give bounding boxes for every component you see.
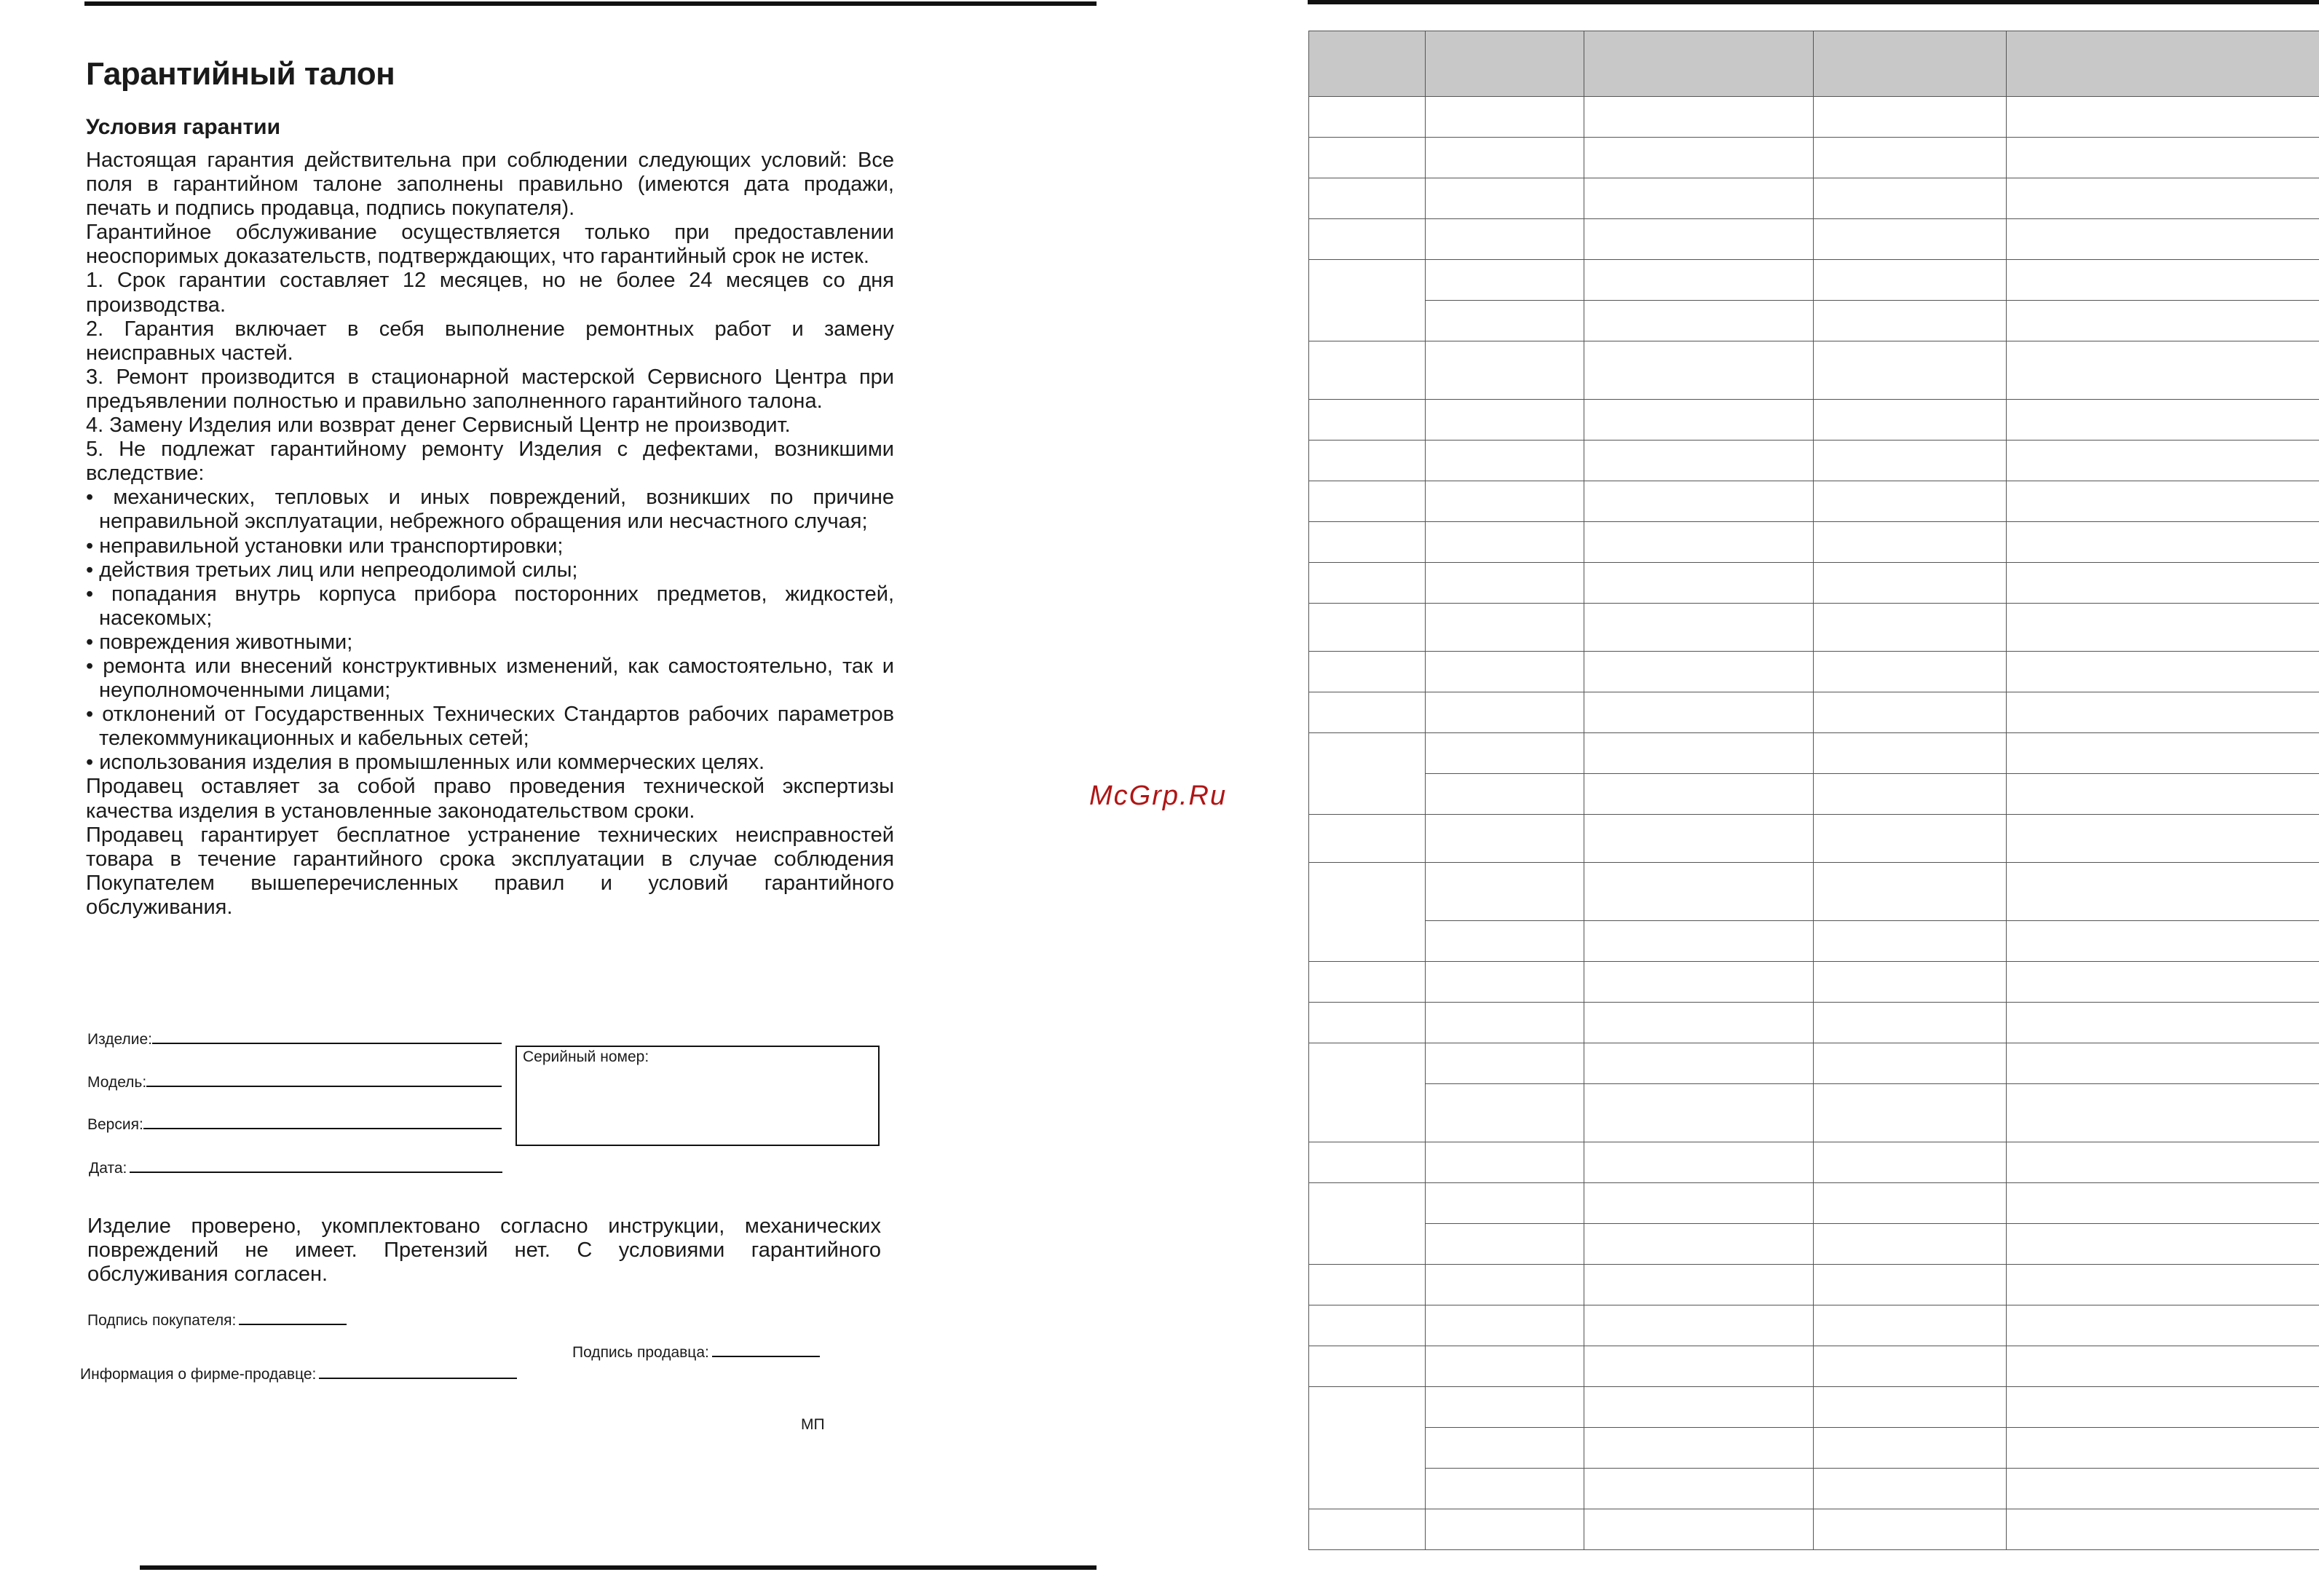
table-cell[interactable] [1309,962,1426,1003]
table-cell[interactable] [1584,604,1814,652]
table-cell[interactable] [1309,97,1426,138]
table-cell[interactable] [2007,481,2319,522]
table-cell[interactable] [1584,563,1814,604]
header-cell [1584,31,1814,97]
date-line [130,1158,502,1173]
table-cell[interactable] [1426,1003,1584,1043]
warranty-conditions-text [86,149,894,920]
table-row [1309,1428,2319,1469]
table-row [1309,815,2319,863]
header-cell [1814,31,2007,97]
table-row [1309,652,2319,692]
table-cell[interactable] [1584,692,1814,733]
table-row [1309,400,2319,441]
model-label: Модель: [87,1074,147,1091]
buyer-signature-line [239,1311,347,1325]
table-cell[interactable] [1584,178,1814,219]
table-cell[interactable] [1814,962,2007,1003]
table-cell[interactable] [1426,301,1584,341]
paragraph: Настоящая гарантия действительна при соблюдении следующих условий: Все поля в гарантийном талоне заполнены правильно (имеются дата продажи, печать и подпись продавца, подпись покупателя). [86,149,894,221]
table-cell[interactable] [1426,921,1584,962]
table-cell[interactable] [1584,260,1814,301]
date-label: Дата: [89,1160,127,1177]
warranty-page [86,51,894,920]
table-cell[interactable] [1814,815,2007,863]
table-row [1309,522,2319,563]
table-cell[interactable] [1814,563,2007,604]
table-cell[interactable] [2007,341,2319,400]
table-cell[interactable] [1584,138,1814,178]
seller-info-line [319,1364,517,1379]
table-row [1309,481,2319,522]
table-cell[interactable] [1426,1084,1584,1142]
conditions-heading: Условия гарантии [86,115,281,139]
table-cell[interactable] [1584,1387,1814,1428]
table-cell[interactable] [1309,815,1426,863]
table-cell[interactable] [1426,1509,1584,1550]
paragraph: Продавец оставляет за собой право проведения технической экспертизы качества изделия в установленные законодательством сроки. [86,775,894,823]
table-cell[interactable] [2007,863,2319,921]
table-cell[interactable] [1814,692,2007,733]
table-cell[interactable] [2007,1084,2319,1142]
table-row [1309,301,2319,341]
buyer-signature-label: Подпись покупателя: [87,1312,237,1329]
table-cell[interactable] [1584,962,1814,1003]
table-cell[interactable] [2007,178,2319,219]
table-cell[interactable] [1426,1142,1584,1183]
version-label: Версия: [87,1116,143,1133]
table-cell[interactable] [1426,481,1584,522]
paragraph: 2. Гарантия включает в себя выполнение ремонтных работ и замену неисправных частей. [86,317,894,365]
table-row [1309,1183,2319,1224]
table-cell[interactable] [1584,733,1814,774]
table-cell[interactable] [1814,774,2007,815]
table-cell[interactable] [1426,604,1584,652]
bullet-item: • механических, тепловых и иных повреждений, возникших по причине неправильной эксплуатации, небрежного обращения или несчастного случая; [86,486,894,534]
table-cell[interactable] [2007,1183,2319,1224]
table-cell[interactable] [1309,260,1426,341]
table-cell[interactable] [1584,1305,1814,1346]
table-cell[interactable] [1814,1084,2007,1142]
seller-signature-field[interactable] [572,1343,820,1362]
serial-number-box[interactable] [515,1046,880,1146]
table-cell[interactable] [2007,1265,2319,1305]
table-cell[interactable] [1584,219,1814,260]
table-cell[interactable] [1309,863,1426,962]
table-cell[interactable] [1309,1183,1426,1265]
table-cell[interactable] [1426,863,1584,921]
table-cell[interactable] [1584,441,1814,481]
table-cell[interactable] [1584,652,1814,692]
table-cell[interactable] [2007,260,2319,301]
table-cell[interactable] [1309,1305,1426,1346]
table-cell[interactable] [1814,863,2007,921]
model-line [146,1072,502,1087]
table-cell[interactable] [1309,1142,1426,1183]
table-row [1309,1346,2319,1387]
table-cell[interactable] [1814,733,2007,774]
table-cell[interactable] [1814,219,2007,260]
table-cell[interactable] [1426,1469,1584,1509]
table-cell[interactable] [1814,1387,2007,1428]
product-field[interactable] [87,1030,502,1049]
table-cell[interactable] [1814,400,2007,441]
table-cell[interactable] [1584,1224,1814,1265]
table-cell[interactable] [1814,260,2007,301]
table-cell[interactable] [1584,522,1814,563]
table-cell[interactable] [1814,1142,2007,1183]
table-cell[interactable] [2007,1387,2319,1428]
table-row [1309,1084,2319,1142]
table-cell[interactable] [1309,652,1426,692]
table-header-row [1309,31,2319,97]
table-row [1309,604,2319,652]
table-cell[interactable] [1814,441,2007,481]
bullet-item: • повреждения животными; [86,630,353,654]
table-cell[interactable] [1814,1469,2007,1509]
table-row [1309,1509,2319,1550]
table-cell[interactable] [1426,400,1584,441]
table-cell[interactable] [2007,815,2319,863]
page-title: Гарантийный талон [86,56,395,92]
table-cell[interactable] [1309,178,1426,219]
table-cell[interactable] [2007,441,2319,481]
table-cell[interactable] [1584,1183,1814,1224]
table-cell[interactable] [1309,400,1426,441]
table-cell[interactable] [2007,733,2319,774]
table-cell[interactable] [1309,1265,1426,1305]
table-cell[interactable] [1814,1428,2007,1469]
table-cell[interactable] [2007,301,2319,341]
table-cell[interactable] [2007,1003,2319,1043]
table-cell[interactable] [2007,400,2319,441]
seller-signature-line [712,1343,820,1357]
table-cell[interactable] [1309,1509,1426,1550]
table-cell[interactable] [1309,441,1426,481]
table-cell[interactable] [1584,1043,1814,1084]
table-cell[interactable] [1426,692,1584,733]
table-cell[interactable] [1584,1346,1814,1387]
table-cell[interactable] [1426,652,1584,692]
table-cell[interactable] [1584,1142,1814,1183]
table-cell[interactable] [2007,219,2319,260]
table-row [1309,219,2319,260]
product-label: Изделие: [87,1031,152,1048]
table-cell[interactable] [2007,962,2319,1003]
table-cell[interactable] [1426,1428,1584,1469]
table-cell[interactable] [2007,1469,2319,1509]
table-cell[interactable] [1814,1265,2007,1305]
table-row [1309,1469,2319,1509]
table-row [1309,1387,2319,1428]
table-cell[interactable] [2007,774,2319,815]
paragraph: 4. Замену Изделия или возврат денег Сервисный Центр не производит. [86,414,791,438]
table-cell[interactable] [1584,921,1814,962]
table-cell[interactable] [1584,481,1814,522]
table-cell[interactable] [1309,604,1426,652]
table-row [1309,97,2319,138]
table-cell[interactable] [2007,921,2319,962]
table-cell[interactable] [1584,400,1814,441]
table-body [1309,97,2319,1550]
table-cell[interactable] [1814,301,2007,341]
table-cell[interactable] [1426,962,1584,1003]
table-cell[interactable] [1426,1305,1584,1346]
table-row [1309,863,2319,921]
table-cell[interactable] [2007,1043,2319,1084]
service-record-table [1308,31,2319,1550]
buyer-signature-field[interactable] [87,1311,347,1330]
table-cell[interactable] [2007,97,2319,138]
table-cell[interactable] [1426,178,1584,219]
table-cell[interactable] [2007,563,2319,604]
table-row [1309,178,2319,219]
table-cell[interactable] [1584,97,1814,138]
table-cell[interactable] [1426,138,1584,178]
stamp-label: МП [801,1416,825,1433]
paragraph: 5. Не подлежат гарантийному ремонту Изделия с дефектами, возникшими вследствие: [86,438,894,486]
table-cell[interactable] [1426,219,1584,260]
table-row [1309,1265,2319,1305]
serial-number-label: Серийный номер: [523,1048,649,1065]
table-cell[interactable] [1814,1509,2007,1550]
table-cell[interactable] [1814,1305,2007,1346]
top-rule-right [1308,0,2319,4]
table-cell[interactable] [1814,1346,2007,1387]
table-cell[interactable] [2007,1142,2319,1183]
table-cell[interactable] [1814,178,2007,219]
watermark: McGrp.Ru [1089,781,1228,811]
header-cell [1426,31,1584,97]
table-cell[interactable] [1814,1183,2007,1224]
table-row [1309,260,2319,301]
table-cell[interactable] [1309,341,1426,400]
bullet-item: • использования изделия в промышленных или коммерческих целях. [86,751,765,775]
table-cell[interactable] [1309,692,1426,733]
table-cell[interactable] [1426,1346,1584,1387]
table-cell[interactable] [1426,260,1584,301]
paragraph: 3. Ремонт производится в стационарной мастерской Сервисного Центра при предъявлении полностью и правильно заполненного гарантийного талона. [86,365,894,413]
table-row [1309,733,2319,774]
seller-info-field[interactable] [80,1364,517,1384]
table-row [1309,921,2319,962]
table-cell[interactable] [1584,1003,1814,1043]
table-row [1309,1142,2319,1183]
table-cell[interactable] [2007,692,2319,733]
table-cell[interactable] [1426,341,1584,400]
table-cell[interactable] [1426,563,1584,604]
table-cell[interactable] [1426,522,1584,563]
table-cell[interactable] [1814,1224,2007,1265]
table-cell[interactable] [1426,441,1584,481]
paragraph: Продавец гарантирует бесплатное устранение технических неисправностей товара в течение гарантийного срока эксплуатации в случае соблюдения Покупателем вышеперечисленных правил и условий гарантийного обслуживания. [86,823,894,919]
table-cell[interactable] [1426,815,1584,863]
table-row [1309,441,2319,481]
table-cell[interactable] [2007,1428,2319,1469]
table-row [1309,774,2319,815]
table-cell[interactable] [1309,1043,1426,1142]
table-cell[interactable] [1814,522,2007,563]
confirmation-text: Изделие проверено, укомплектовано согласно инструкции, механических повреждений не имеет. Претензий нет. С условиями гарантийного обслуживания согласен. [87,1214,881,1286]
table-cell[interactable] [1814,604,2007,652]
paragraph: 1. Срок гарантии составляет 12 месяцев, но не более 24 месяцев со дня производства. [86,269,894,317]
table-row [1309,1224,2319,1265]
table-cell[interactable] [2007,1224,2319,1265]
table-cell[interactable] [1426,97,1584,138]
table-cell[interactable] [1814,481,2007,522]
table-cell[interactable] [1426,1043,1584,1084]
table-cell[interactable] [1584,1428,1814,1469]
table-row [1309,138,2319,178]
bullet-item: • попадания внутрь корпуса прибора посторонних предметов, жидкостей, насекомых; [86,582,894,630]
table-cell[interactable] [2007,604,2319,652]
table-row [1309,563,2319,604]
table-cell[interactable] [2007,138,2319,178]
table-cell[interactable] [1584,863,1814,921]
table-row [1309,1003,2319,1043]
table-cell[interactable] [1814,1003,2007,1043]
header-cell [2007,31,2319,97]
model-field[interactable] [87,1072,502,1092]
table-row [1309,1043,2319,1084]
table-cell[interactable] [1584,1084,1814,1142]
table-cell[interactable] [1426,774,1584,815]
table-cell[interactable] [2007,1509,2319,1550]
table-row [1309,1305,2319,1346]
date-field[interactable] [89,1158,502,1178]
header-cell [1309,31,1426,97]
table-cell[interactable] [1584,341,1814,400]
table-cell[interactable] [1426,1265,1584,1305]
table-cell[interactable] [1814,341,2007,400]
table-cell[interactable] [2007,652,2319,692]
table-cell[interactable] [1584,1469,1814,1509]
table-cell[interactable] [1309,1003,1426,1043]
table-cell[interactable] [1309,1346,1426,1387]
table-cell[interactable] [1309,522,1426,563]
table-cell[interactable] [1814,1043,2007,1084]
table-cell[interactable] [1584,815,1814,863]
table-cell[interactable] [1309,481,1426,522]
table-cell[interactable] [2007,1346,2319,1387]
seller-signature-label: Подпись продавца: [572,1344,709,1361]
table-cell[interactable] [1309,733,1426,815]
table-cell[interactable] [1584,301,1814,341]
table-row [1309,962,2319,1003]
table-cell[interactable] [1426,1387,1584,1428]
paragraph: Гарантийное обслуживание осуществляется только при предоставлении неоспоримых доказательств, подтверждающих, что гарантийный срок не истек. [86,221,894,269]
table-cell[interactable] [1584,1509,1814,1550]
top-rule-left [84,1,1097,6]
table-cell[interactable] [1584,774,1814,815]
table-cell[interactable] [2007,1305,2319,1346]
version-field[interactable] [87,1115,502,1134]
table-cell[interactable] [1814,652,2007,692]
table-cell[interactable] [1814,921,2007,962]
bullet-item: • ремонта или внесений конструктивных изменений, как самостоятельно, так и неуполномоченными лицами; [86,654,894,703]
table-cell[interactable] [1426,1183,1584,1224]
product-line [152,1030,502,1044]
table-cell[interactable] [1814,138,2007,178]
bullet-item: • действия третьих лиц или непреодолимой силы; [86,558,578,582]
table-cell[interactable] [1426,733,1584,774]
table-row [1309,341,2319,400]
bottom-rule-left [140,1565,1097,1570]
table-cell[interactable] [2007,522,2319,563]
table-row [1309,692,2319,733]
table-cell[interactable] [1814,97,2007,138]
table-cell[interactable] [1426,1224,1584,1265]
table-cell[interactable] [1309,563,1426,604]
table-cell[interactable] [1309,219,1426,260]
table-cell[interactable] [1584,1265,1814,1305]
table-cell[interactable] [1309,1387,1426,1509]
table-cell[interactable] [1309,138,1426,178]
version-line [143,1115,502,1129]
bullet-item: • неправильной установки или транспортировки; [86,534,564,558]
bullet-item: • отклонений от Государственных Технических Стандартов рабочих параметров телекоммуникационных и кабельных сетей; [86,703,894,751]
seller-info-label: Информация о фирме-продавце: [80,1366,317,1383]
